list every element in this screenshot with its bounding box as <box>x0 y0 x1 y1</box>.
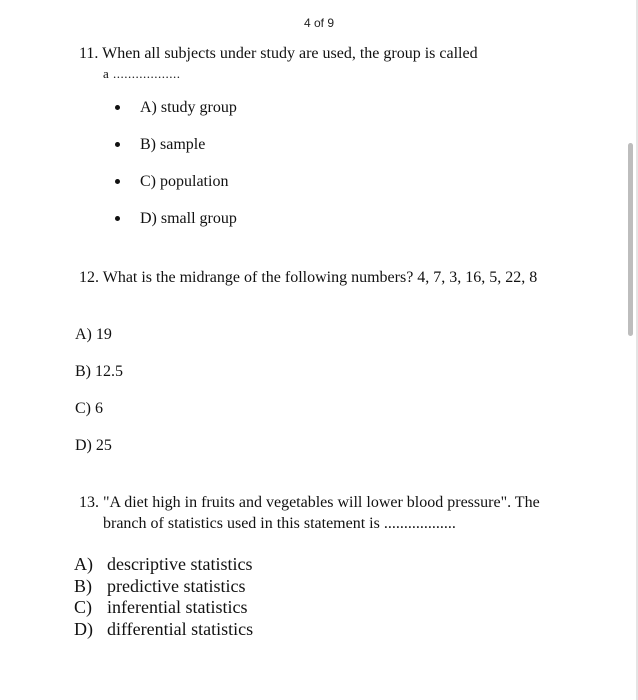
q13-text-line2: branch of statistics used in this statement is .................. <box>103 515 456 532</box>
q12-option-a[interactable]: A) 19 <box>75 326 112 343</box>
bullet-icon <box>115 216 120 221</box>
bullet-icon <box>115 179 120 184</box>
q13-text-line1: 13. "A diet high in fruits and vegetables will lower blood pressure". The <box>79 494 540 511</box>
bullet-icon <box>115 142 120 147</box>
q12-option-b[interactable]: B) 12.5 <box>75 363 123 380</box>
page-indicator: 4 of 9 <box>303 16 335 30</box>
q13-option-a[interactable]: A) descriptive statistics <box>74 554 253 574</box>
q12-options <box>75 325 123 473</box>
vertical-scrollbar[interactable] <box>628 143 633 336</box>
bullet-icon <box>115 105 120 110</box>
q12-option-d[interactable]: D) 25 <box>75 437 112 454</box>
q12-option-c[interactable]: C) 6 <box>75 400 103 417</box>
q11-text-line1: 11. When all subjects under study are used, the group is called <box>79 45 478 62</box>
q13-option-b[interactable]: B) predictive statistics <box>74 575 246 596</box>
q11-text-line2: a .................. <box>103 66 181 81</box>
q13-option-d[interactable]: D) differential statistics <box>74 618 254 639</box>
q12-text: 12. What is the midrange of the following numbers? 4, 7, 3, 16, 5, 22, 8 <box>79 269 538 286</box>
q13-option-c[interactable]: C) inferential statistics <box>74 597 248 617</box>
q13-options <box>74 554 253 640</box>
